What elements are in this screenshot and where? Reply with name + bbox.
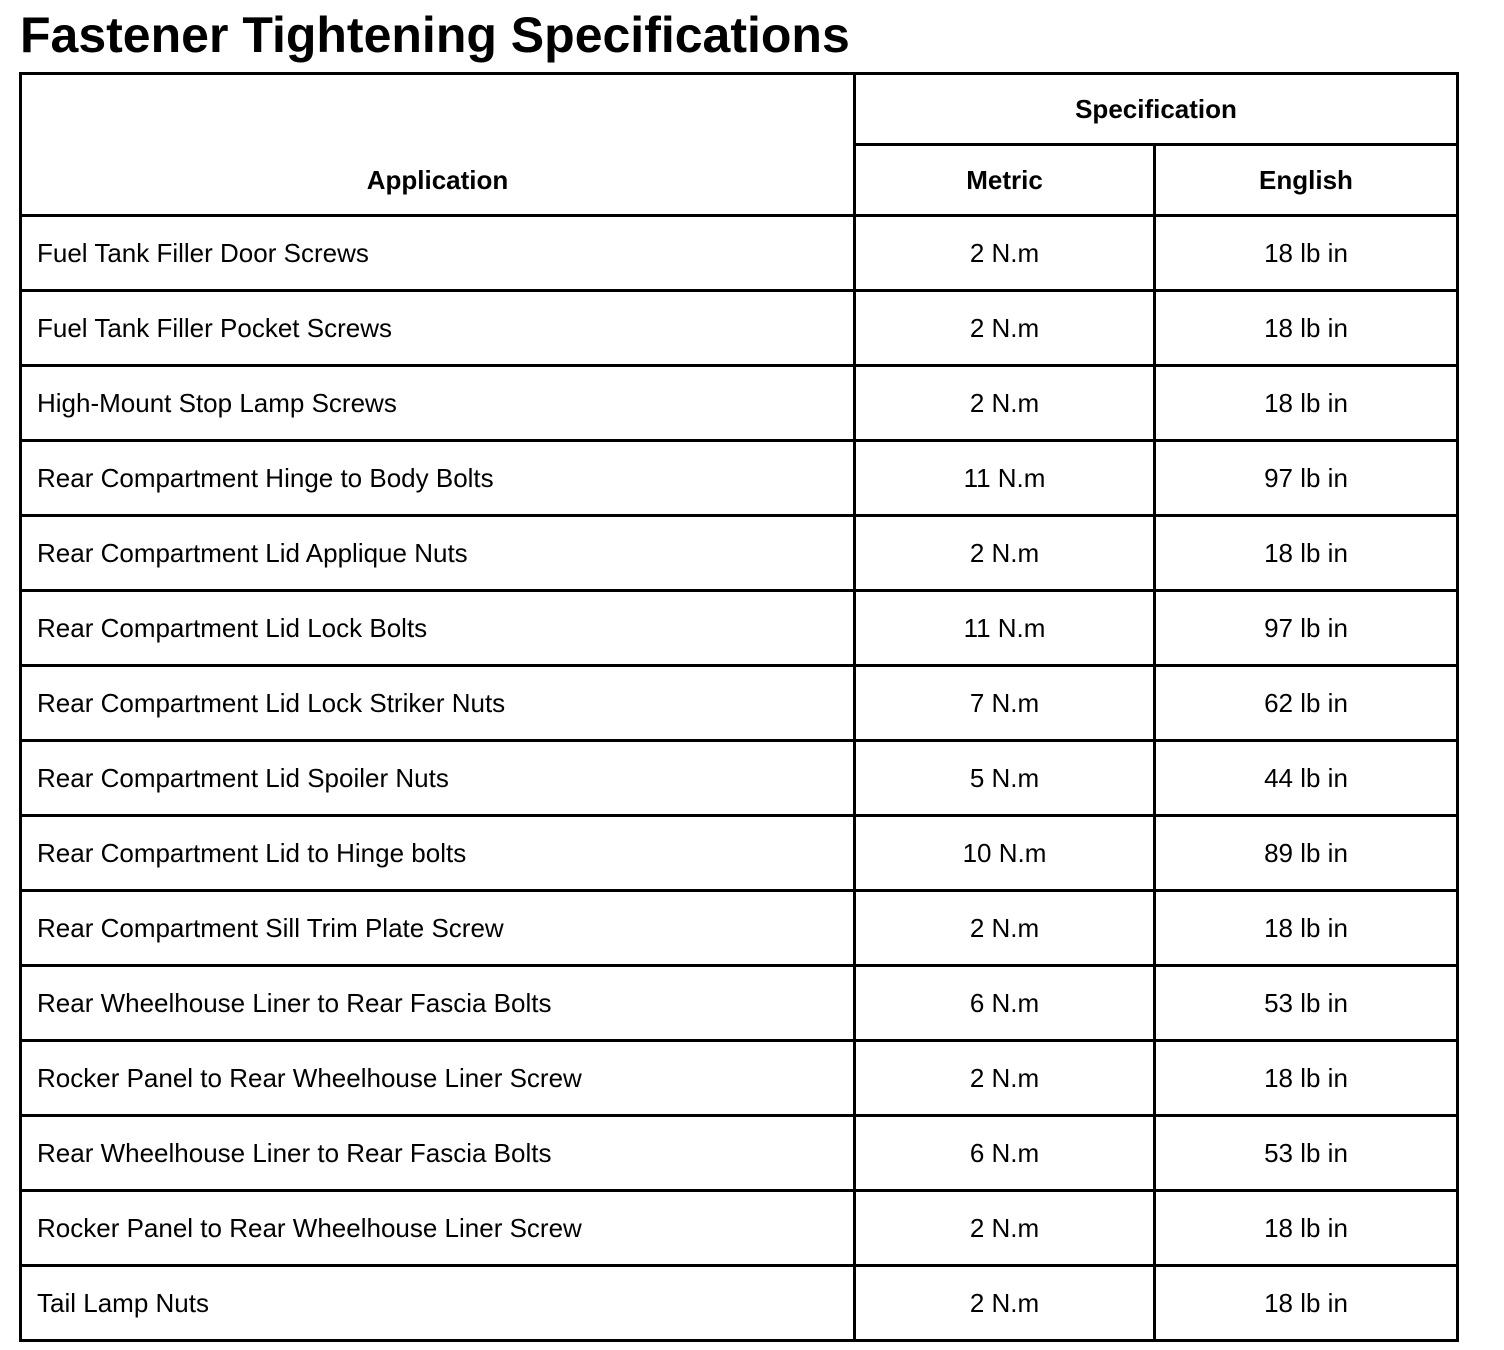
english-cell: 18 lb in (1155, 1191, 1458, 1266)
english-cell: 97 lb in (1155, 591, 1458, 666)
metric-cell: 7 N.m (855, 666, 1155, 741)
application-cell: Rear Compartment Sill Trim Plate Screw (21, 891, 855, 966)
english-cell: 18 lb in (1155, 291, 1458, 366)
page-title: Fastener Tightening Specifications (20, 7, 850, 63)
table-row (21, 1191, 1458, 1266)
metric-cell: 2 N.m (855, 1191, 1155, 1266)
table-row (21, 1116, 1458, 1191)
metric-cell: 5 N.m (855, 741, 1155, 816)
table-row (21, 366, 1458, 441)
english-cell: 18 lb in (1155, 516, 1458, 591)
metric-cell: 2 N.m (855, 516, 1155, 591)
table-row (21, 216, 1458, 291)
english-cell: 18 lb in (1155, 366, 1458, 441)
metric-cell: 11 N.m (855, 591, 1155, 666)
table-row (21, 291, 1458, 366)
english-header: English (1155, 145, 1458, 216)
metric-cell: 11 N.m (855, 441, 1155, 516)
application-cell: Fuel Tank Filler Door Screws (21, 216, 855, 291)
application-cell: Rocker Panel to Rear Wheelhouse Liner Screw (21, 1191, 855, 1266)
application-cell: Rocker Panel to Rear Wheelhouse Liner Screw (21, 1041, 855, 1116)
table-row (21, 591, 1458, 666)
english-cell: 18 lb in (1155, 1041, 1458, 1116)
table-row (21, 666, 1458, 741)
metric-cell: 2 N.m (855, 1041, 1155, 1116)
english-cell: 18 lb in (1155, 216, 1458, 291)
table-row (21, 816, 1458, 891)
application-cell: Rear Compartment Hinge to Body Bolts (21, 441, 855, 516)
english-cell: 18 lb in (1155, 891, 1458, 966)
application-cell: Rear Compartment Lid Lock Striker Nuts (21, 666, 855, 741)
application-header: Application (21, 74, 855, 216)
metric-cell: 2 N.m (855, 1266, 1155, 1341)
application-cell: Rear Compartment Lid Spoiler Nuts (21, 741, 855, 816)
application-cell: Fuel Tank Filler Pocket Screws (21, 291, 855, 366)
table-row (21, 966, 1458, 1041)
spec-table (19, 72, 1459, 1342)
table-body (21, 216, 1458, 1341)
table-row (21, 891, 1458, 966)
header-row-top (21, 74, 1458, 145)
application-cell: High-Mount Stop Lamp Screws (21, 366, 855, 441)
metric-cell: 6 N.m (855, 966, 1155, 1041)
application-cell: Rear Compartment Lid to Hinge bolts (21, 816, 855, 891)
english-cell: 44 lb in (1155, 741, 1458, 816)
specification-header: Specification (855, 74, 1458, 145)
table-row (21, 1041, 1458, 1116)
english-cell: 89 lb in (1155, 816, 1458, 891)
application-cell: Rear Wheelhouse Liner to Rear Fascia Bolts (21, 966, 855, 1041)
english-cell: 62 lb in (1155, 666, 1458, 741)
table-row (21, 441, 1458, 516)
metric-cell: 2 N.m (855, 891, 1155, 966)
english-cell: 97 lb in (1155, 441, 1458, 516)
application-cell: Rear Wheelhouse Liner to Rear Fascia Bolts (21, 1116, 855, 1191)
metric-header: Metric (855, 145, 1155, 216)
english-cell: 53 lb in (1155, 1116, 1458, 1191)
english-cell: 18 lb in (1155, 1266, 1458, 1341)
english-cell: 53 lb in (1155, 966, 1458, 1041)
table-row (21, 516, 1458, 591)
metric-cell: 6 N.m (855, 1116, 1155, 1191)
table-row (21, 1266, 1458, 1341)
metric-cell: 2 N.m (855, 291, 1155, 366)
metric-cell: 10 N.m (855, 816, 1155, 891)
application-cell: Tail Lamp Nuts (21, 1266, 855, 1341)
metric-cell: 2 N.m (855, 366, 1155, 441)
table-header (21, 74, 1458, 216)
table-row (21, 741, 1458, 816)
metric-cell: 2 N.m (855, 216, 1155, 291)
application-cell: Rear Compartment Lid Applique Nuts (21, 516, 855, 591)
application-cell: Rear Compartment Lid Lock Bolts (21, 591, 855, 666)
